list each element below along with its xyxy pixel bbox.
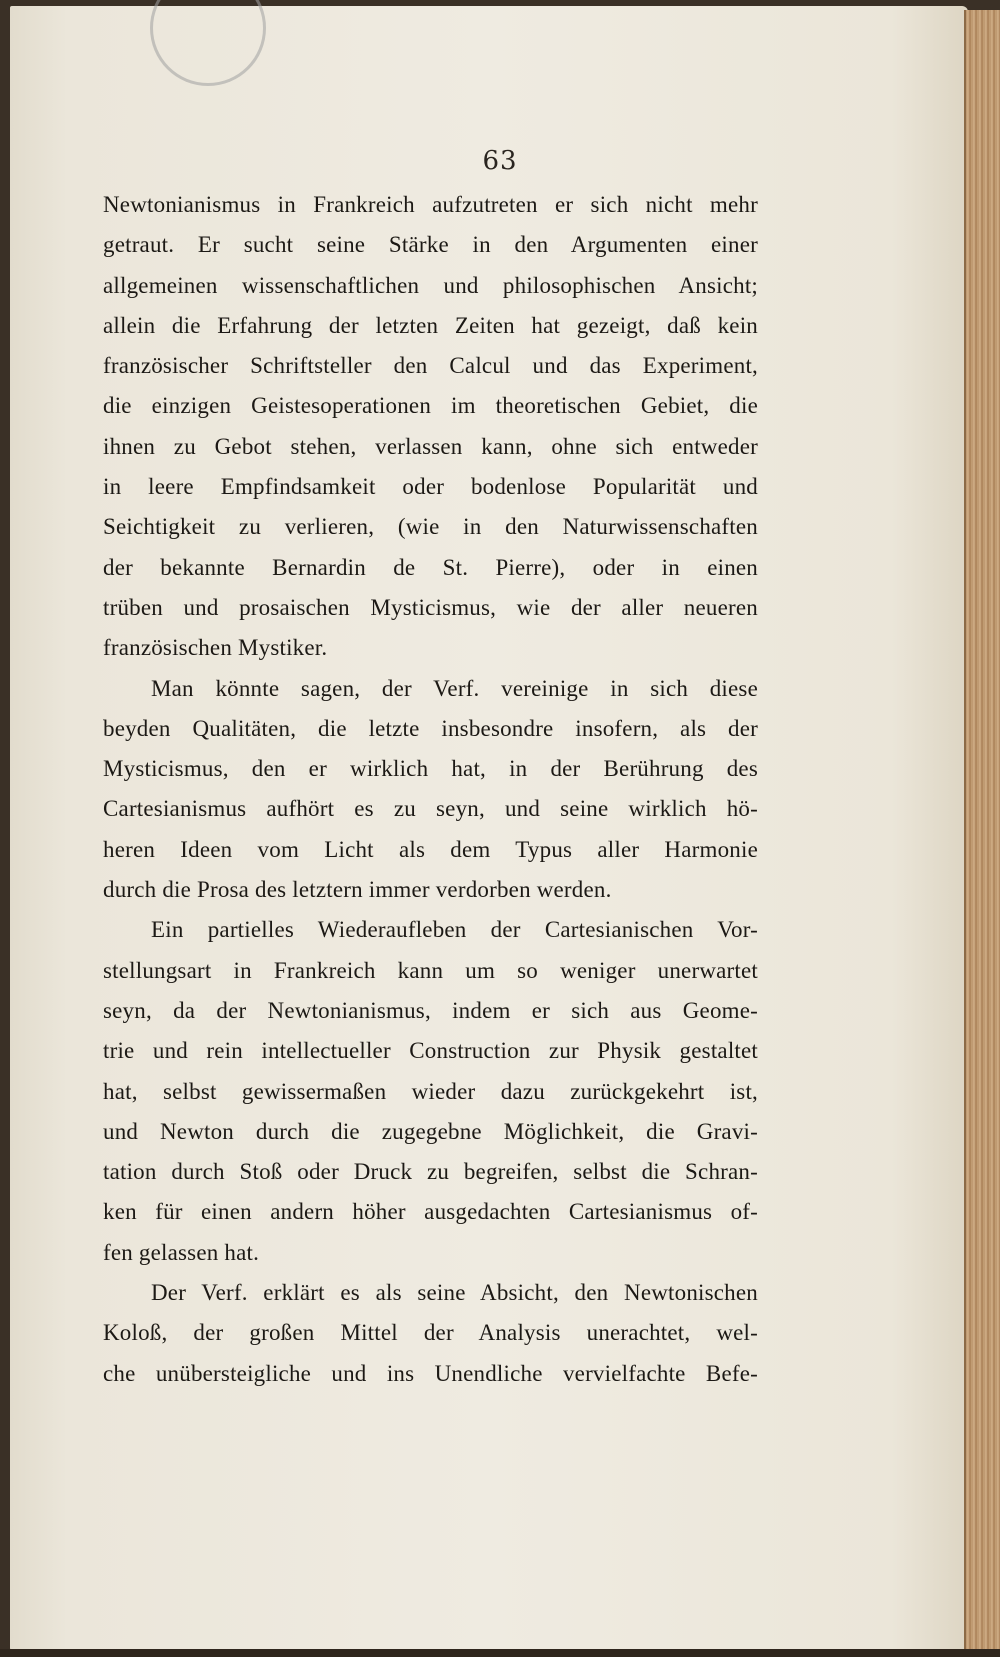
text-line: stellungsart in Frankreich kann um so weniger unerwartet [103,957,758,983]
text-line: Koloß, der großen Mittel der Analysis unerachtet, wel- [103,1320,758,1346]
text-line: ken für einen andern höher ausgedachten Cartesianismus of- [103,1199,758,1225]
text-line: durch die Prosa des letztern immer verdorben werden. [103,877,612,903]
page-edge [964,10,1000,1650]
text-line: getraut. Er sucht seine Stärke in den Argumenten einer [103,232,758,258]
text-line: die einzigen Geistesoperationen im theoretischen Gebiet, die [103,393,758,419]
text-line: der bekannte Bernardin de St. Pierre), oder in einen [103,554,758,580]
text-line: Seichtigkeit zu verlieren, (wie in den Naturwissenschaften [103,514,758,540]
page-number: 63 [482,146,518,176]
text-line: Der Verf. erklärt es als seine Absicht, den Newtonischen [151,1280,758,1306]
text-line: Mysticismus, den er wirklich hat, in der Berührung des [103,756,758,782]
text-line: seyn, da der Newtonianismus, indem er sich aus Geome- [103,997,758,1023]
text-line: hat, selbst gewissermaßen wieder dazu zurückgekehrt ist, [103,1078,758,1104]
text-line: Ein partielles Wiederaufleben der Cartesianischen Vor- [151,917,758,943]
text-line: allgemeinen wissenschaftlichen und philosophischen Ansicht; [103,272,758,298]
text-line: französischen Mystiker. [103,635,328,661]
text-line: tation durch Stoß oder Druck zu begreifen, selbst die Schran- [103,1159,758,1185]
body-text [103,185,758,1394]
text-line: Cartesianismus aufhört es zu seyn, und seine wirklich hö- [103,796,758,822]
text-line: allein die Erfahrung der letzten Zeiten hat gezeigt, daß kein [103,312,758,338]
text-line: che unübersteigliche und ins Unendliche vervielfachte Befe- [103,1360,758,1386]
text-line: Newtonianismus in Frankreich aufzutreten er sich nicht mehr [103,192,758,217]
bottom-shadow [0,1649,1000,1657]
text-line: beyden Qualitäten, die letzte insbesondre insofern, als der [103,715,758,741]
text-line: in leere Empfindsamkeit oder bodenlose Popularität und [103,474,758,500]
text-line: fen gelassen hat. [103,1239,260,1265]
text-line: französischer Schriftsteller den Calcul und das Experiment, [103,353,758,379]
text-line: und Newton durch die zugegebne Möglichkeit, die Gravi- [103,1118,758,1144]
text-line: Man könnte sagen, der Verf. vereinige in sich diese [151,675,758,701]
text-line: trüben und prosaischen Mysticismus, wie der aller neueren [103,594,758,620]
text-line: ihnen zu Gebot stehen, verlassen kann, ohne sich entweder [103,433,758,459]
text-line: heren Ideen vom Licht als dem Typus aller Harmonie [103,836,758,862]
text-line: trie und rein intellectueller Construction zur Physik gestaltet [103,1038,758,1064]
